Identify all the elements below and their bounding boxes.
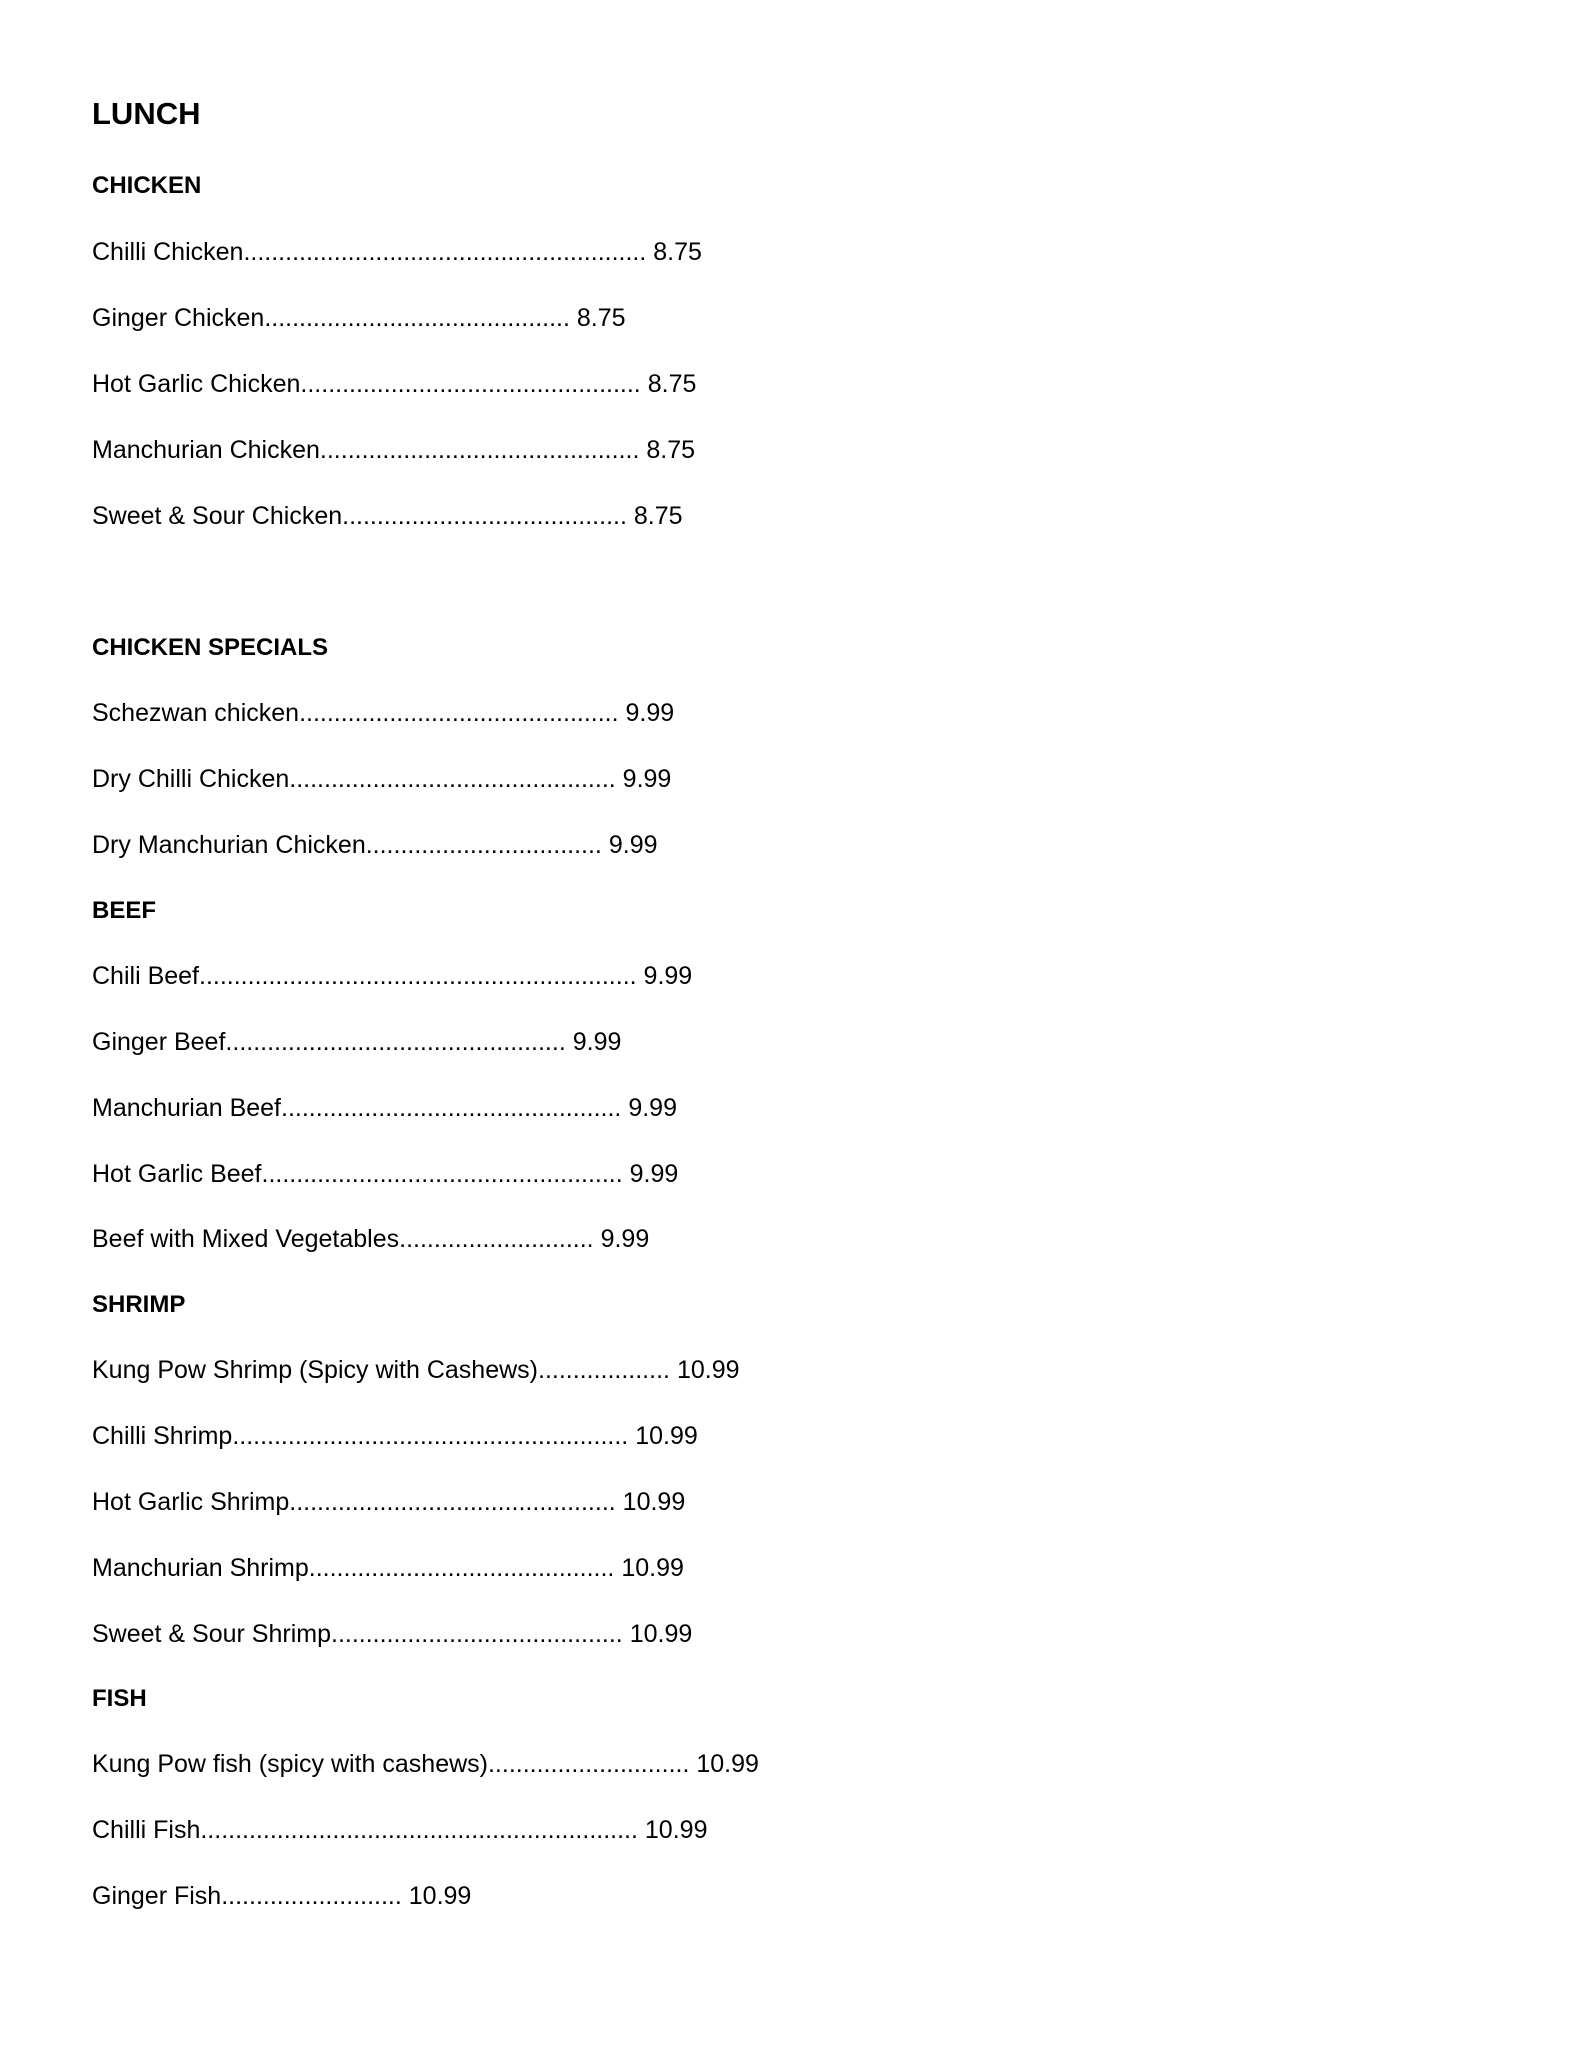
item-leader-dots: .......................................................... xyxy=(243,238,647,266)
item-leader-dots: .................................. xyxy=(365,831,602,859)
item-leader-dots: ............................................................... xyxy=(200,1816,638,1844)
item-name: Hot Garlic Shrimp xyxy=(92,1488,290,1516)
item-price: 9.99 xyxy=(629,1160,679,1188)
item-name: Hot Garlic Beef xyxy=(92,1160,262,1188)
item-name: Sweet & Sour Chicken xyxy=(92,502,343,530)
item-price: 9.99 xyxy=(600,1225,650,1253)
menu-item xyxy=(92,1879,471,1913)
item-leader-dots: ................................................. xyxy=(300,370,641,398)
item-price: 10.99 xyxy=(635,1422,698,1450)
item-price: 8.75 xyxy=(653,238,702,266)
section-heading-chicken: CHICKEN xyxy=(92,172,202,199)
menu-item xyxy=(92,1485,685,1519)
menu-item xyxy=(92,301,626,335)
item-name: Manchurian Chicken xyxy=(92,436,320,464)
item-leader-dots: ......................................................... xyxy=(232,1422,629,1450)
menu-item xyxy=(92,235,702,269)
item-leader-dots: .............................................. xyxy=(319,436,640,464)
item-price: 9.99 xyxy=(572,1028,622,1056)
menu-item xyxy=(92,1025,621,1059)
menu-item xyxy=(92,1747,759,1781)
menu-item xyxy=(92,959,692,993)
item-name: Chilli Fish xyxy=(92,1816,201,1844)
menu-item xyxy=(92,1617,692,1651)
menu-item xyxy=(92,433,695,467)
item-leader-dots: .......................... xyxy=(221,1882,402,1910)
item-name: Chili Beef xyxy=(92,962,199,990)
item-name: Ginger Fish xyxy=(92,1882,222,1910)
item-price: 10.99 xyxy=(676,1356,740,1384)
menu-item xyxy=(92,1222,649,1256)
menu-title: LUNCH xyxy=(92,96,201,131)
item-price: 10.99 xyxy=(621,1554,684,1582)
section-heading-fish: FISH xyxy=(92,1685,147,1712)
item-leader-dots: ......................................... xyxy=(342,502,627,530)
item-leader-dots: ............................................................... xyxy=(199,962,637,990)
item-name: Dry Manchurian Chicken xyxy=(92,831,366,859)
item-leader-dots: .............................................. xyxy=(299,699,619,727)
item-price: 10.99 xyxy=(644,1816,708,1844)
menu-item xyxy=(92,1157,678,1191)
item-name: Manchurian Shrimp xyxy=(92,1554,309,1582)
menu-item xyxy=(92,1419,698,1453)
item-leader-dots: .......................................... xyxy=(331,1620,623,1648)
section-heading-chicken-specials: CHICKEN SPECIALS xyxy=(92,634,329,661)
item-price: 8.75 xyxy=(646,436,696,464)
item-price: 9.99 xyxy=(625,699,675,727)
item-name: Kung Pow Shrimp (Spicy with Cashews) xyxy=(92,1356,538,1384)
menu-item xyxy=(92,499,683,533)
item-leader-dots: ................................................. xyxy=(225,1028,566,1056)
item-price: 10.99 xyxy=(622,1488,686,1516)
item-price: 9.99 xyxy=(643,962,693,990)
menu-item xyxy=(92,1091,677,1125)
item-name: Chilli Chicken xyxy=(92,238,244,266)
item-price: 9.99 xyxy=(608,831,658,859)
item-leader-dots: ................................................. xyxy=(281,1094,622,1122)
item-name: Schezwan chicken xyxy=(92,699,300,727)
item-price: 8.75 xyxy=(576,304,626,332)
item-leader-dots: ............................................... xyxy=(289,765,616,793)
menu-item xyxy=(92,367,696,401)
item-leader-dots: ................... xyxy=(538,1356,670,1384)
item-price: 9.99 xyxy=(628,1094,677,1122)
item-name: Hot Garlic Chicken xyxy=(92,370,301,398)
item-price: 8.75 xyxy=(647,370,697,398)
menu-item xyxy=(92,1551,684,1585)
menu-item xyxy=(92,1353,740,1387)
menu-item xyxy=(92,828,658,862)
item-price: 10.99 xyxy=(696,1750,759,1778)
item-name: Sweet & Sour Shrimp xyxy=(92,1620,331,1648)
item-price: 10.99 xyxy=(408,1882,472,1910)
item-price: 10.99 xyxy=(629,1620,693,1648)
item-leader-dots: ............................................ xyxy=(308,1554,615,1582)
item-leader-dots: ............................................ xyxy=(264,304,570,332)
menu-item xyxy=(92,696,674,730)
item-name: Ginger Beef xyxy=(92,1028,226,1056)
item-leader-dots: ............................................... xyxy=(289,1488,616,1516)
item-leader-dots: ............................ xyxy=(399,1225,594,1253)
section-heading-beef: BEEF xyxy=(92,897,157,924)
menu-item xyxy=(92,1813,707,1847)
item-name: Ginger Chicken xyxy=(92,304,265,332)
section-heading-shrimp: SHRIMP xyxy=(92,1291,186,1318)
item-price: 9.99 xyxy=(622,765,672,793)
item-name: Dry Chilli Chicken xyxy=(92,765,290,793)
item-leader-dots: .................................................... xyxy=(261,1160,623,1188)
item-leader-dots: ............................. xyxy=(487,1750,690,1778)
item-name: Chilli Shrimp xyxy=(92,1422,233,1450)
item-name: Manchurian Beef xyxy=(92,1094,282,1122)
item-name: Beef with Mixed Vegetables xyxy=(92,1225,400,1253)
item-name: Kung Pow fish (spicy with cashews) xyxy=(92,1750,488,1778)
menu-item xyxy=(92,762,671,796)
item-price: 8.75 xyxy=(633,502,683,530)
